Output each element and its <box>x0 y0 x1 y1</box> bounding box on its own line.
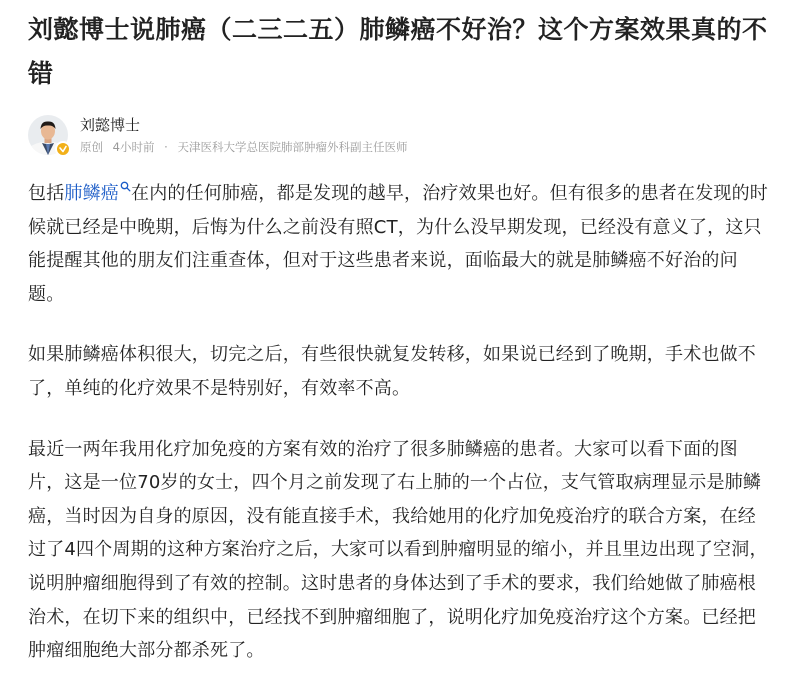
original-label: 原创 <box>80 139 103 154</box>
paragraph-1-lead: 包括 <box>28 183 65 204</box>
article-title: 刘懿博士说肺癌（二三二五）肺鳞癌不好治？这个方案效果真的不错 <box>28 15 768 88</box>
paragraph-1-rest: 在内的任何肺癌，都是发现的越早，治疗效果也好。但有很多的患者在发现的时候就已经是中晚期，后悔为什么之前没有照CT，为什么没早期发现，已经没有意义了，这只能提醒其他的朋友们注重查体，但对于这些患者来说，面临最大的就是肺鳞癌不好治的问题。 <box>28 183 769 305</box>
verified-badge-icon <box>55 141 71 157</box>
author-info <box>80 115 413 156</box>
meta-separator: · <box>164 139 168 154</box>
author-name[interactable]: 刘懿博士 <box>80 115 141 134</box>
paragraph-1 <box>28 177 774 311</box>
article-body <box>28 177 774 668</box>
search-icon <box>120 181 131 192</box>
author-affiliation: 天津医科大学总医院肺部肿瘤外科副主任医师 <box>177 139 408 154</box>
paragraph-3: 最近一两年我用化疗加免疫的方案有效的治疗了很多肺鳞癌的患者。大家可以看下面的图片，这是一位70岁的女士，四个月之前发现了右上肺的一个占位，支气管取病理显示是肺鳞癌，当时因为自身的原因，没有能直接手术，我给她用的化疗加免疫治疗的联合方案，在经过了4四个周期的这种方案治疗之后，大家可以看到肿瘤明显的缩小，并且里边出现了空洞，说明肿瘤细胞得到了有效的控制。这时患者的身体达到了手术的要求，我们给她做了肺癌根治术，在切下来的组织中，已经找不到肿瘤细胞了，说明化疗加免疫治疗这个方案。已经把肿瘤细胞绝大部分都杀死了。 <box>28 438 768 662</box>
article-meta <box>80 138 413 156</box>
paragraph-2: 如果肺鳞癌体积很大，切完之后，有些很快就复发转移，如果说已经到了晚期，手术也做不了，单纯的化疗效果不是特别好，有效率不高。 <box>28 344 756 399</box>
keyword-link-text: 肺鳞癌 <box>64 183 120 204</box>
author-avatar[interactable] <box>28 115 68 155</box>
publish-time: 4小时前 <box>112 139 155 154</box>
keyword-link[interactable] <box>64 183 131 204</box>
author-bar <box>28 112 774 158</box>
